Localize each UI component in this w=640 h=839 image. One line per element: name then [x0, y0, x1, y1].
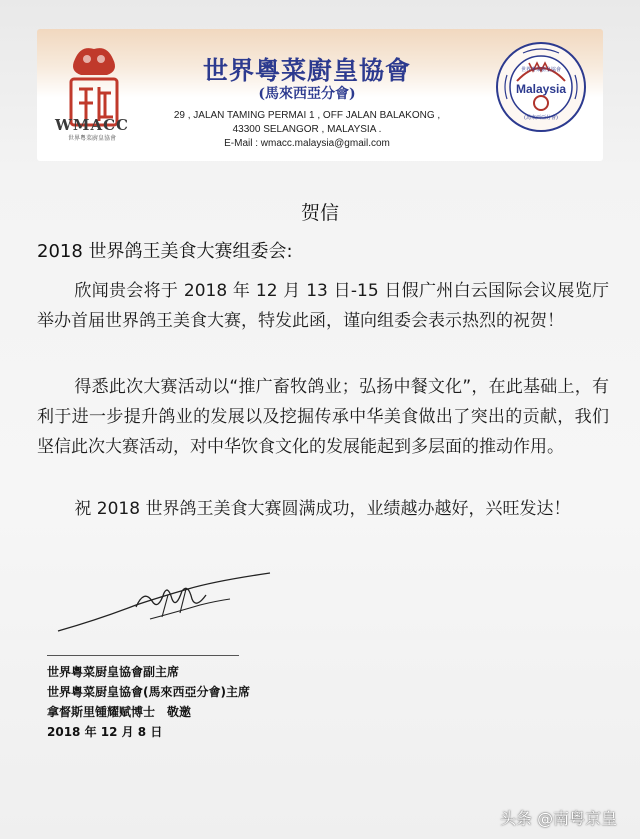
letter-paragraph: 祝 2018 世界鸽王美食大赛圆满成功，业绩越办越好，兴旺发达！ — [74, 499, 571, 519]
watermark-text: 头条 @南粤京皇 — [500, 809, 618, 828]
letter-salutation: 2018 世界鸽王美食大赛组委会: — [37, 241, 293, 262]
org-subtitle: (馬來西亞分會) — [258, 86, 356, 102]
handwritten-signature — [40, 565, 280, 645]
signatory-title-2: 世界粵菜厨皇協會(馬來西亞分會)主席 — [47, 685, 250, 699]
seal-bottom-text: (馬來西亞分會) — [524, 115, 558, 121]
signature-line — [47, 655, 239, 656]
address-line-2: 43300 SELANGOR , MALAYSIA . — [232, 124, 382, 135]
logo-wordmark: WMACC — [55, 116, 129, 134]
letter-paragraph: 得悉此次大赛活动以“推广畜牧鸽业；弘扬中餐文化”，在此基础上，有利于进一步提升鸽业的发展以及挖掘传承中华美食做出了突出的贡献，我们坚信此次大赛活动，对中华饮食文化的发展能起到多层面的推动作用。 — [37, 377, 609, 457]
logo-subtext: 世界粵菜廚皇協會 — [67, 135, 116, 142]
signatory-title-1: 世界粵菜厨皇協會副主席 — [47, 665, 180, 679]
email-line: E-Mail : wmacc.malaysia@gmail.com — [224, 138, 390, 149]
seal-center-text: Malaysia — [515, 82, 567, 96]
org-title: 世界粵菜廚皇協會 — [202, 56, 411, 85]
letter-date: 2018 年 12 月 8 日 — [47, 725, 163, 739]
signatory-name: 拿督斯里锺耀赋博士 敬邀 — [47, 705, 192, 719]
address-line-1: 29 , JALAN TAMING PERMAI 1 , OFF JALAN BALAKONG , — [173, 110, 441, 121]
seal-top-text: 世界粵菜廚皇協會 — [520, 67, 562, 73]
letter-heading: 贺信 — [300, 202, 339, 224]
letter-paragraph: 欣闻贵会将于 2018 年 12 月 13 日-15 日假广州白云国际会议展览厅举办首届世界鸽王美食大赛，特发此函，谨向组委会表示热烈的祝贺！ — [37, 281, 609, 331]
letterhead-banner — [37, 29, 603, 161]
association-seal-icon — [495, 41, 587, 133]
